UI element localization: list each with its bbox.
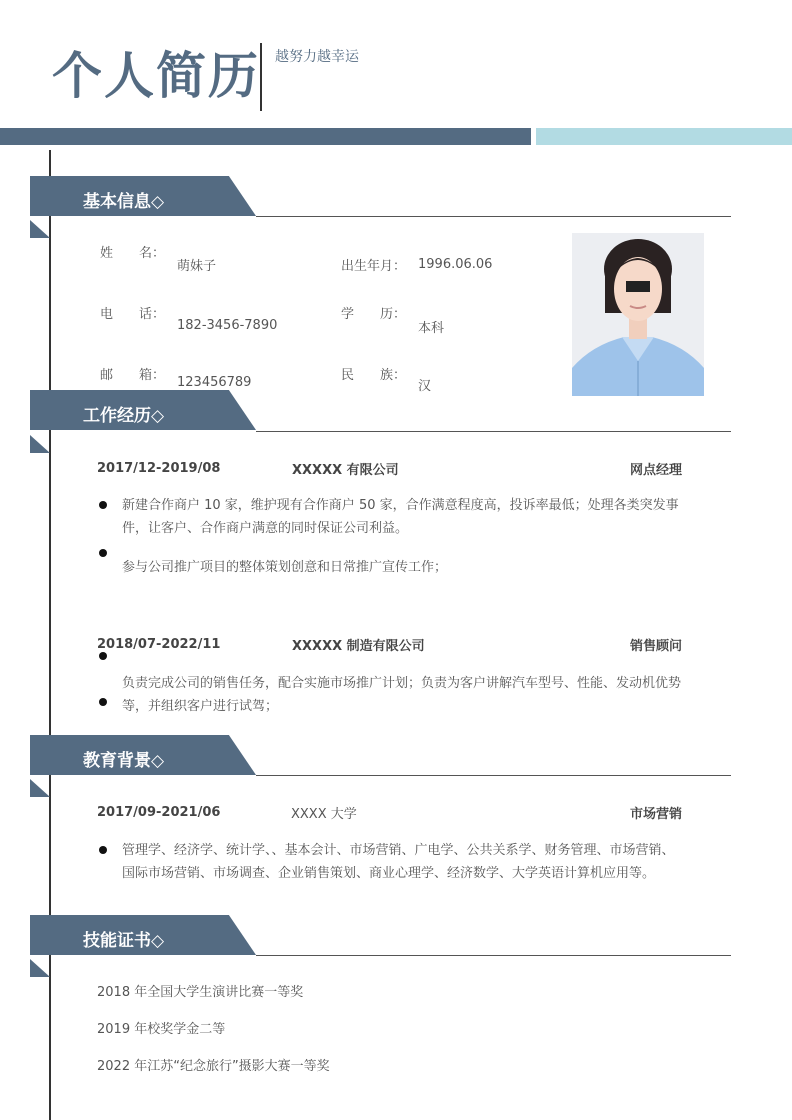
name-label: 姓 名： <box>100 246 166 261</box>
section-corner-triangle <box>30 959 50 977</box>
education-major: 市场营销 <box>630 807 683 822</box>
work-1-role: 网点经理 <box>630 463 683 478</box>
work-1-period: 2017/12-2019/08 <box>97 461 221 476</box>
resume-title: 个人简历 <box>52 47 260 105</box>
section-title-education: 教育背景◇ <box>83 751 165 771</box>
header-band-dark <box>0 128 531 145</box>
section-title-work: 工作经历◇ <box>83 406 165 426</box>
section-rule <box>256 431 731 432</box>
phone-label: 电 话： <box>100 307 166 322</box>
skill-item-1: 2018 年全国大学生演讲比赛一等奖 <box>97 985 304 1000</box>
bullet-dot <box>99 846 107 854</box>
name-value: 萌妹子 <box>177 259 217 274</box>
contact-row-clipped <box>60 355 560 394</box>
education-school: XXXX 大学 <box>291 807 357 822</box>
section-corner-triangle <box>30 220 50 238</box>
section-rule <box>256 775 731 776</box>
bullet-dot <box>99 501 107 509</box>
work-2-period: 2018/07-2022/11 <box>97 637 221 652</box>
ethnicity-label: 民 族： <box>341 368 407 383</box>
section-corner-triangle <box>30 435 50 453</box>
bullet-dot <box>99 652 107 660</box>
education-period: 2017/09-2021/06 <box>97 805 221 820</box>
birth-label: 出生年月： <box>341 259 407 274</box>
portrait-image <box>572 233 704 396</box>
birth-value: 1996.06.06 <box>418 257 493 272</box>
header-band-light <box>536 128 792 145</box>
section-title-skills: 技能证书◇ <box>83 931 165 951</box>
slogan: 越努力越幸运 <box>275 49 359 65</box>
ethnicity-value: 汉 <box>418 379 432 394</box>
work-2-company: XXXXX 制造有限公司 <box>292 639 425 654</box>
section-title-basic: 基本信息◇ <box>83 192 165 212</box>
bullet-dot <box>99 698 107 706</box>
profile-photo <box>572 233 704 396</box>
email-value: 123456789 <box>177 375 252 390</box>
title-divider <box>260 43 262 111</box>
skill-item-3: 2022 年江苏“纪念旅行”摄影大赛一等奖 <box>97 1059 330 1074</box>
work-1-bullet-1: 新建合作商户 10 家，维护现有合作商户 50 家，合作满意程度高，投诉率最低；处理各类突发事件，让客户、合作商户满意的同时保证公司利益。 <box>122 498 679 536</box>
degree-value: 本科 <box>418 321 445 336</box>
phone-value: 182-3456-7890 <box>177 318 278 333</box>
timeline-line <box>49 150 51 1120</box>
skill-item-2: 2019 年校奖学金二等 <box>97 1022 226 1037</box>
work-1-bullet-2: 参与公司推广项目的整体策划创意和日常推广宣传工作； <box>122 560 448 575</box>
work-2-bullet-1: 负责完成公司的销售任务，配合实施市场推广计划；负责为客户讲解汽车型号、性能、发动机优势等，并组织客户进行试驾； <box>122 676 682 714</box>
degree-label: 学 历： <box>341 307 407 322</box>
section-corner-triangle <box>30 779 50 797</box>
work-2-role: 销售顾问 <box>630 639 683 654</box>
education-courses: 管理学、经济学、统计学、、基本会计、市场营销、广电学、公共关系学、财务管理、市场营销、国际市场营销、市场调查、企业销售策划、商业心理学、经济数学、大学英语计算机应用等。 <box>122 843 675 881</box>
section-rule <box>256 216 731 217</box>
work-1-company: XXXXX 有限公司 <box>292 463 399 478</box>
email-label: 邮 箱： <box>100 368 166 383</box>
bullet-dot <box>99 549 107 557</box>
section-rule <box>256 955 731 956</box>
